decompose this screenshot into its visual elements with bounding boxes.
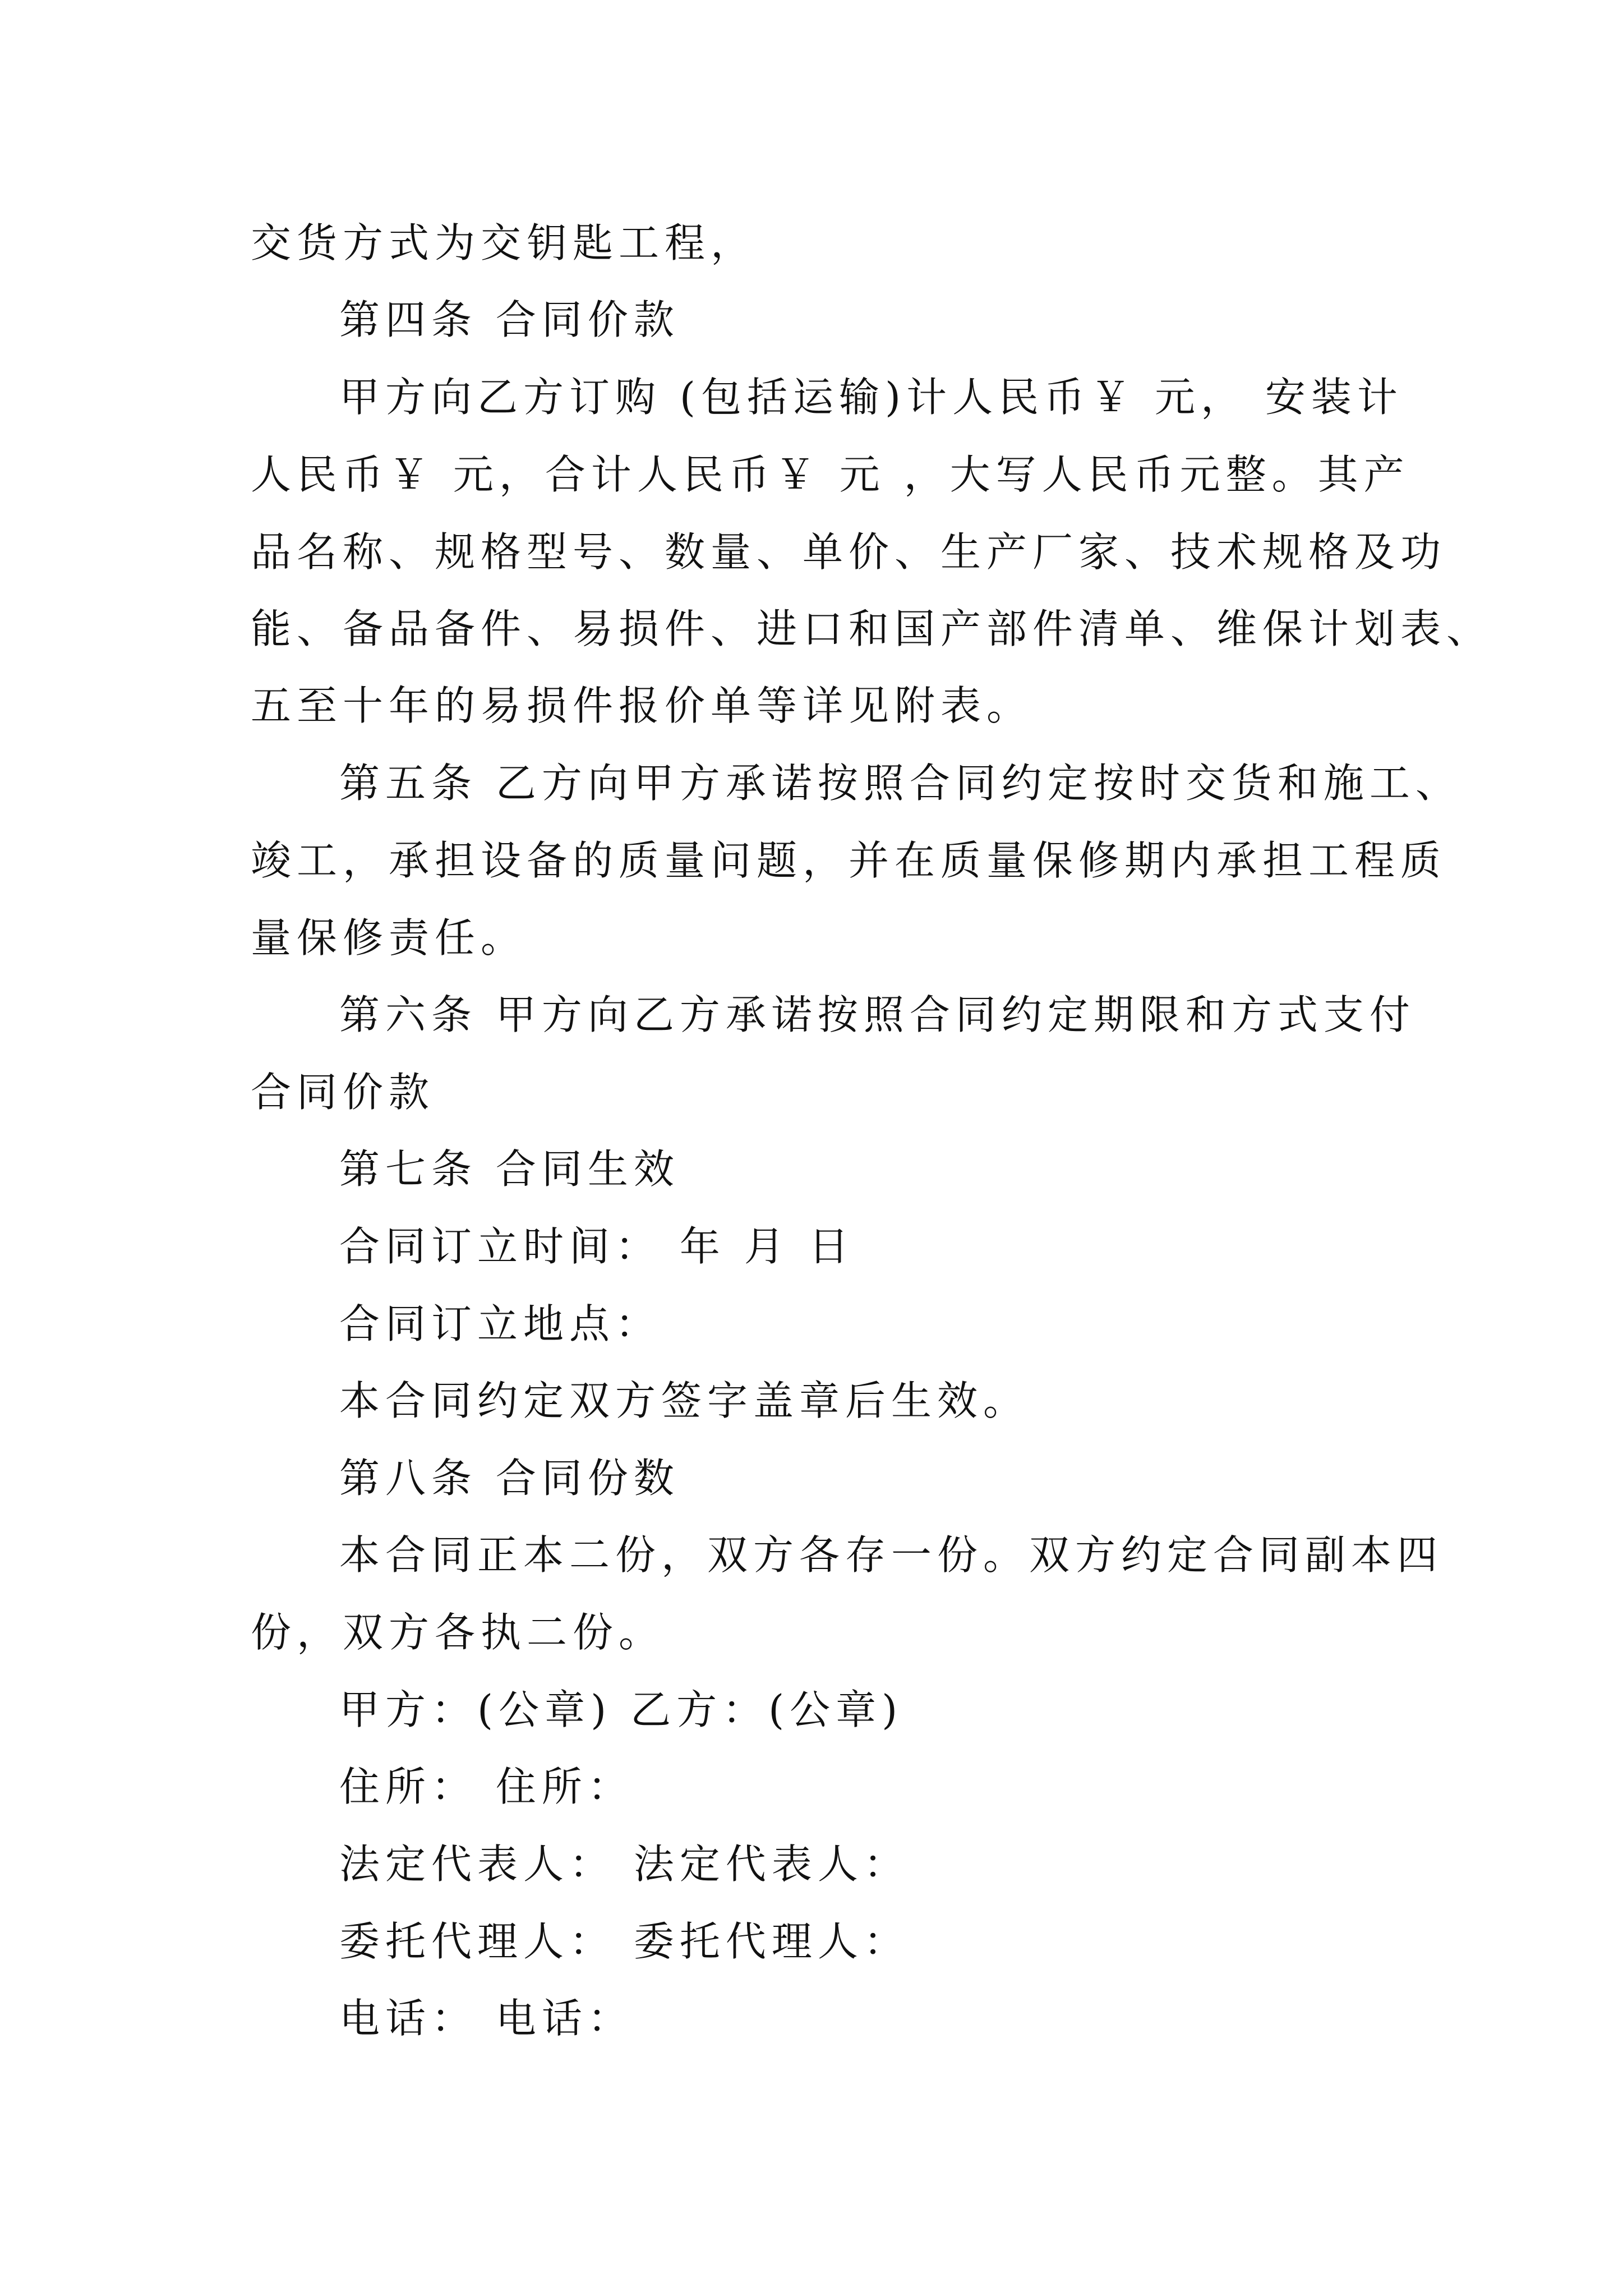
signing-date-line: 合同订立时间： 年 月 日 bbox=[339, 1223, 855, 1270]
paragraph-line: 甲方向乙方订购 (包括运输)计人民币￥ 元， 安装计 bbox=[339, 374, 1403, 421]
paragraph-line: 能、备品备件、易损件、进口和国产部件清单、维保计划表、 bbox=[251, 605, 1493, 652]
paragraph-line: 量保修责任。 bbox=[251, 914, 527, 961]
party-phone-line: 电话： 电话： bbox=[339, 1995, 634, 2042]
paragraph-line: 份，双方各执二份。 bbox=[251, 1609, 665, 1656]
paragraph-line: 本合同正本二份，双方各存一份。双方约定合同副本四 bbox=[339, 1531, 1444, 1579]
article-heading: 第七条 合同生效 bbox=[339, 1145, 680, 1193]
paragraph-line: 合同价款 bbox=[251, 1069, 435, 1116]
paragraph-line: 五至十年的易损件报价单等详见附表。 bbox=[251, 682, 1033, 729]
signing-place-line: 合同订立地点： bbox=[339, 1300, 662, 1347]
article-heading: 第八条 合同份数 bbox=[339, 1455, 680, 1502]
party-address-line: 住所： 住所： bbox=[339, 1763, 634, 1810]
paragraph-line: 品名称、规格型号、数量、单价、生产厂家、技术规格及功 bbox=[251, 528, 1447, 576]
party-agent-line: 委托代理人： 委托代理人： bbox=[339, 1918, 910, 1965]
article-heading: 第四条 合同价款 bbox=[339, 296, 680, 343]
paragraph-line: 本合同约定双方签字盖章后生效。 bbox=[339, 1377, 1030, 1424]
party-legal-rep-line: 法定代表人： 法定代表人： bbox=[339, 1841, 910, 1888]
paragraph-line: 交货方式为交钥匙工程， bbox=[251, 219, 757, 266]
article-heading: 第五条 乙方向甲方承诺按照合同约定按时交货和施工、 bbox=[339, 760, 1461, 807]
article-heading: 第六条 甲方向乙方承诺按照合同约定期限和方式支付 bbox=[339, 991, 1415, 1038]
paragraph-line: 竣工，承担设备的质量问题，并在质量保修期内承担工程质 bbox=[251, 837, 1447, 884]
party-seal-line: 甲方：(公章) 乙方：(公章) bbox=[339, 1686, 903, 1733]
paragraph-line: 人民币￥ 元，合计人民币￥ 元 ，大写人民币元整。其产 bbox=[251, 451, 1410, 498]
